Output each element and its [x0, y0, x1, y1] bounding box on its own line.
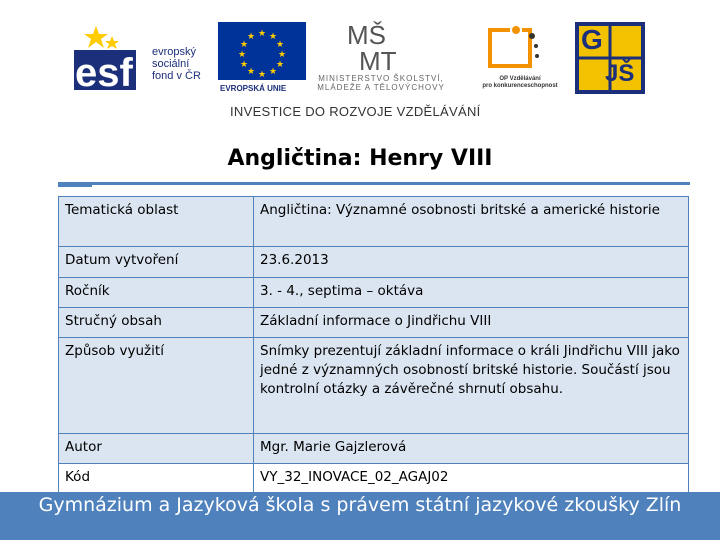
svg-text:★: ★ — [237, 50, 247, 60]
row-key: Datum vytvoření — [59, 247, 254, 278]
svg-text:★: ★ — [257, 70, 267, 80]
svg-text:★: ★ — [268, 32, 278, 42]
row-key: Ročník — [59, 278, 254, 308]
esf-line: fond v ČR — [152, 70, 201, 82]
table-row — [59, 338, 689, 434]
svg-text:★: ★ — [275, 60, 285, 70]
row-key: Kód — [59, 464, 254, 494]
svg-text:★: ★ — [239, 40, 249, 50]
op-logo — [482, 22, 552, 74]
esf-logo — [66, 22, 156, 96]
row-key: Způsob využití — [59, 338, 254, 434]
svg-text:★: ★ — [257, 29, 267, 39]
investice-tagline: INVESTICE DO ROZVOJE VZDĚLÁVÁNÍ — [230, 104, 481, 119]
row-key: Stručný obsah — [59, 308, 254, 338]
row-value: Angličtina: Významné osobnosti britské a americké historie — [254, 197, 689, 247]
svg-text:MŠ: MŠ — [347, 20, 386, 50]
svg-text:esf: esf — [75, 51, 133, 95]
gjs-logo — [575, 22, 645, 94]
op-line: OP Vzdělávání — [499, 76, 541, 82]
title-divider — [58, 182, 690, 185]
msmt-line: MINISTERSTVO ŠKOLSTVÍ, — [318, 74, 444, 83]
table-row — [59, 247, 689, 278]
row-value: 23.6.2013 — [254, 247, 689, 278]
row-value: Snímky prezentují základní informace o králi Jindřichu VIII jako jedné z významných osobností britské historie. Součástí jsou kontrolní otázky a závěrečné shrnutí obsahu. — [254, 338, 689, 434]
table-row — [59, 434, 689, 464]
svg-text:★: ★ — [275, 40, 285, 50]
row-value: 3. - 4., septima – oktáva — [254, 278, 689, 308]
slide-title: Angličtina: Henry VIII — [227, 146, 493, 171]
table-row — [59, 278, 689, 308]
metadata-table — [58, 196, 689, 494]
esf-line: sociální — [152, 58, 190, 70]
svg-text:MT: MT — [359, 46, 397, 72]
svg-text:★: ★ — [246, 67, 256, 77]
svg-text:★: ★ — [246, 32, 256, 42]
msmt-line: MLÁDEŽE A TĚLOVÝCHOVY — [317, 83, 445, 92]
svg-text:★: ★ — [239, 60, 249, 70]
gjs-letter-g: G — [581, 24, 603, 55]
table-row — [59, 197, 689, 247]
esf-line: evropský — [152, 46, 197, 58]
row-value: VY_32_INOVACE_02_AGAJ02 — [254, 464, 689, 494]
title-divider-accent — [58, 185, 92, 187]
row-value: Základní informace o Jindřichu VIII — [254, 308, 689, 338]
footer-school-name: Gymnázium a Jazyková škola s právem státní jazykové zkoušky Zlín — [38, 494, 682, 516]
msmt-logo — [345, 20, 409, 72]
table-row — [59, 308, 689, 338]
svg-text:★: ★ — [277, 50, 287, 60]
row-key: Tematická oblast — [59, 197, 254, 247]
eu-flag-logo — [218, 22, 306, 80]
row-key: Autor — [59, 434, 254, 464]
svg-text:★: ★ — [268, 67, 278, 77]
gjs-letters-js: JŠ — [605, 60, 635, 87]
op-line: pro konkurenceschopnost — [482, 83, 558, 89]
table-row — [59, 464, 689, 494]
eu-label: EVROPSKÁ UNIE — [220, 84, 287, 93]
row-value: Mgr. Marie Gajzlerová — [254, 434, 689, 464]
logo-bar — [0, 0, 720, 135]
